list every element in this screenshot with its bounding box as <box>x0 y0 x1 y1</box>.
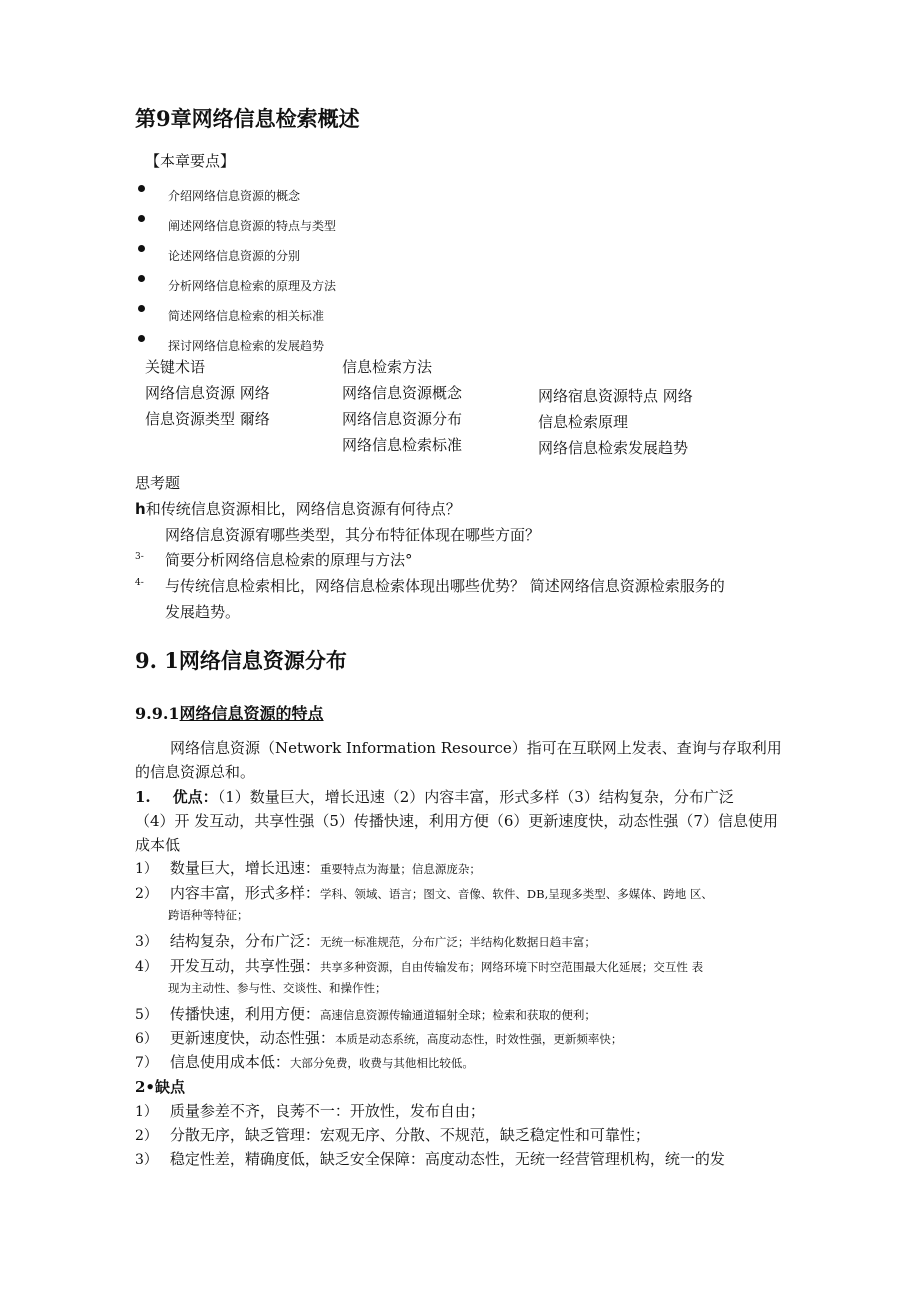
question-1 <box>135 498 461 519</box>
question-1-text: 和传统信息资源相比，网络信息资源有何待点？ <box>145 500 461 518</box>
subsection-number: 9.9.1 <box>135 704 180 723</box>
item-number: 7） <box>135 1055 158 1071</box>
terms-col2-line: 网络信息资源分布 <box>342 410 463 428</box>
terms-col1-line: 关键术语 <box>145 358 206 376</box>
item-detail: 本质是动态系统，高度动态性，时效性强，更新频率快； <box>334 1032 623 1046</box>
advantages-text1: （1）数量巨大，增长迅速（2）内容丰富，形式多样（3）结构复杂，分布广泛 <box>217 788 734 806</box>
list-item <box>135 1003 596 1024</box>
question-3-number: 3- <box>135 552 144 562</box>
item-continuation: 跨语种等特征； <box>168 908 249 922</box>
bullet-icon <box>138 305 145 312</box>
item-number: 6） <box>135 1031 158 1047</box>
key-point: 简述网络信息检索的相关标准 <box>168 309 325 323</box>
key-point: 探讨网络信息检索的发展趋势 <box>168 339 325 353</box>
item-number: 3） <box>135 1152 158 1168</box>
question-4-number: 4- <box>135 578 144 588</box>
list-item <box>135 930 596 951</box>
list-item <box>135 1027 622 1048</box>
question-4-line2: 发展趋势。 <box>165 603 241 621</box>
item-detail: 学科、领域、语言；图文、音像、软件、DB,呈现多类型、多媒体、跨地 区、 <box>319 887 713 901</box>
subsection-heading <box>135 701 324 724</box>
key-points-heading: 【本章要点】 <box>145 152 236 170</box>
item-detail: 重要特点为海量；信息源庞杂； <box>319 862 481 876</box>
terms-col3-line: 网络宿息资源特点 网络 <box>538 387 693 405</box>
section-title: 9. 1网络信息资源分布 <box>135 648 347 673</box>
terms-col3-line: 网络信息检索发展趋势 <box>538 439 689 457</box>
item-text: 稳定性差，精确度低，缺乏安全保障：高度动态性，无统一经营管理机构，统一的发 <box>169 1150 725 1168</box>
question-2: 网络信息资源宥哪些类型，其分布特征体现在哪些方面？ <box>165 526 541 544</box>
item-number: 1） <box>135 861 158 877</box>
bullet-icon <box>138 215 145 222</box>
key-point: 分析网络信息检索的原理及方法 <box>168 279 337 293</box>
item-number: 2） <box>135 886 158 902</box>
question-1-prefix: h <box>135 500 146 518</box>
key-point: 介绍网络信息资源的概念 <box>168 189 301 203</box>
terms-col1-line: 信息资源类型 爾络 <box>145 410 270 428</box>
terms-col2-line: 网络信息检索标准 <box>342 436 463 454</box>
list-item <box>135 857 481 878</box>
advantages-line3: 成本低 <box>135 836 181 854</box>
item-lead: 传播快速，利用方便： <box>169 1005 320 1023</box>
list-item <box>135 882 713 903</box>
item-continuation: 现为主动性、参与性、交谈性、和操作性； <box>168 981 387 995</box>
key-point: 阐述网络信息资源的特点与类型 <box>168 219 337 233</box>
list-item <box>135 1148 725 1169</box>
subsection-title: 网络信息资源的特点 <box>179 704 324 723</box>
item-text: 质量参差不齐，良莠不一：开放性，发布自由； <box>169 1102 485 1120</box>
terms-col2-line: 信息检索方法 <box>342 358 433 376</box>
list-item <box>135 1124 650 1145</box>
item-number: 2） <box>135 1128 158 1144</box>
key-point: 论述网络信息资源的分别 <box>168 249 301 263</box>
question-3: 简要分析网络信息检索的原理与方法° <box>165 551 413 569</box>
advantages-line2: （4）开 发互动，共享性强（5）传播快速，利用方便（6）更新速度快，动态性强（7）信息使用 <box>135 812 778 830</box>
advantages-line1 <box>135 786 734 807</box>
item-detail: 共享多种资源，自由传输发布；网络环境下时空范围最大化延展；交互性 表 <box>319 960 704 974</box>
terms-col2-line: 网络信息资源概念 <box>342 384 463 402</box>
item-detail: 大部分免费，收费与其他相比较低。 <box>289 1056 474 1070</box>
item-lead: 更新速度快，动态性强： <box>169 1029 335 1047</box>
item-lead: 结构复杂，分布广泛： <box>169 932 320 950</box>
item-text: 分散无序，缺乏管理：宏观无序、分散、不规范，缺乏稳定性和可靠性； <box>169 1126 650 1144</box>
item-lead: 内容丰富，形式多样： <box>169 884 320 902</box>
questions-heading: 思考题 <box>135 474 181 492</box>
item-detail: 高速信息资源传输通道辐射全球；检索和获取的便利； <box>319 1008 596 1022</box>
item-detail: 无统一标准规范，分布广泛；半结构化数据日趋丰富； <box>319 935 596 949</box>
item-lead: 开发互动，共享性强： <box>169 957 320 975</box>
list-item <box>135 1051 474 1072</box>
intro-line2: 的信息资源总和。 <box>135 763 256 781</box>
terms-col3-line: 信息检索原理 <box>538 413 629 431</box>
item-lead: 数量巨大，增长迅速： <box>169 859 320 877</box>
item-lead: 信息使用成本低： <box>169 1053 290 1071</box>
item-number: 4） <box>135 959 158 975</box>
item-number: 5） <box>135 1007 158 1023</box>
question-4-line1: 与传统信息检索相比，网络信息检索体现出哪些优势？ 简述网络信息资源检索服务的 <box>165 577 725 595</box>
item-number: 1） <box>135 1104 158 1120</box>
bullet-icon <box>138 185 145 192</box>
list-item <box>135 1100 485 1121</box>
intro-line1: 网络信息资源（Network Information Resource）指可在互联网上发表、查询与存取利用 <box>170 739 782 757</box>
bullet-icon <box>138 245 145 252</box>
chapter-title: 第9章网络信息检索概述 <box>135 106 360 131</box>
item-number: 3） <box>135 934 158 950</box>
list-item <box>135 955 703 976</box>
advantages-number: 1. <box>135 788 151 806</box>
disadvantages-heading: 2•缺点 <box>135 1078 186 1096</box>
bullet-icon <box>138 335 145 342</box>
terms-col1-line: 网络信息资源 网络 <box>145 384 270 402</box>
bullet-icon <box>138 275 145 282</box>
advantages-label: 优点： <box>172 788 218 806</box>
